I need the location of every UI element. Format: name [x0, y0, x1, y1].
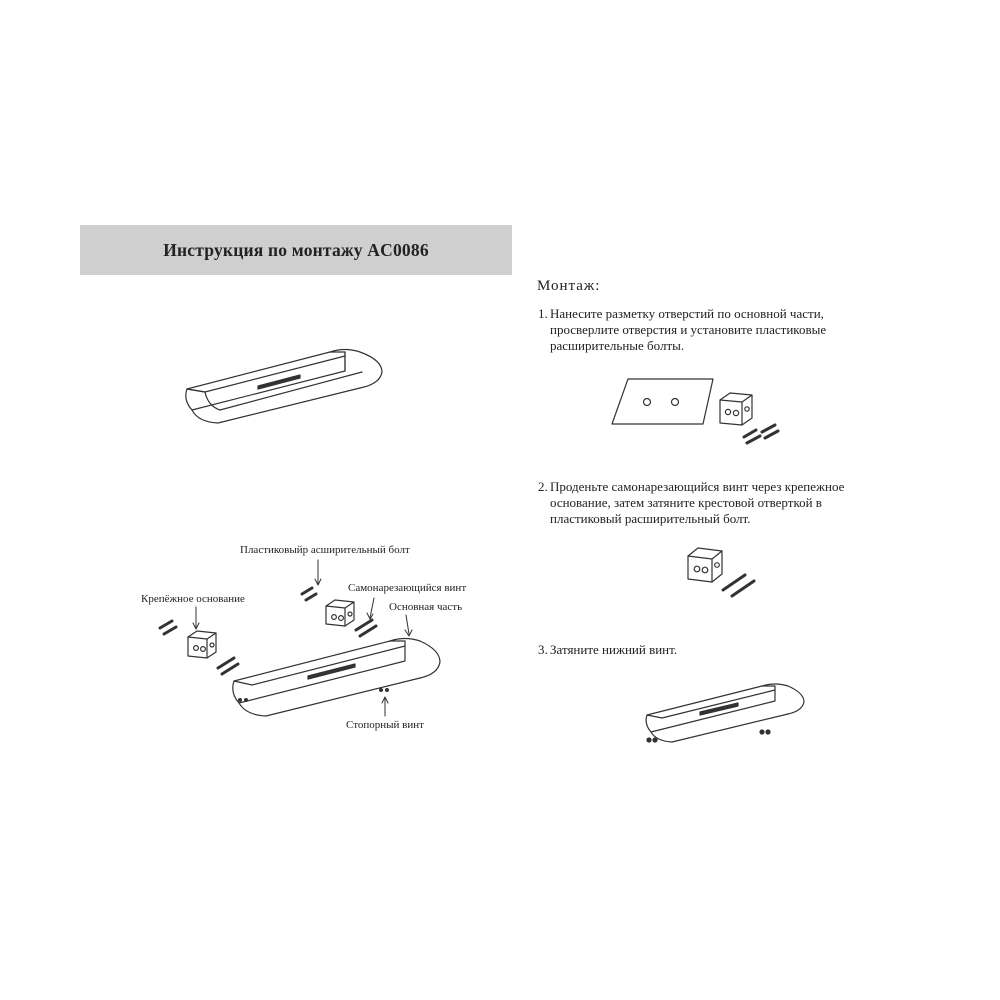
exploded-shelf-drawing	[233, 639, 440, 717]
step-2-line-3: пластиковый расширительный болт.	[550, 511, 751, 526]
mount-base-drawing-step2	[688, 548, 722, 582]
step-2-number: 2.	[538, 479, 548, 494]
step-3-line-1: Затяните нижний винт.	[550, 642, 678, 657]
screws-drawing-step2	[723, 575, 754, 596]
exploded-stop-screws	[238, 688, 389, 702]
label-plastic-bolt: Пластиковыйр асширительный болт	[240, 544, 410, 556]
wall-plate-drawing	[612, 379, 713, 424]
step-3-number: 3.	[538, 642, 548, 657]
step-1-number: 1.	[538, 306, 548, 321]
shelf-assembled-drawing	[646, 684, 804, 742]
step-1-line-1: Нанесите разметку отверстий по основной части,	[550, 306, 824, 321]
label-mount-base: Крепёжное основание	[141, 593, 245, 605]
shelf-overview-drawing	[186, 350, 382, 424]
step-1-line-3: расширительные болты.	[550, 338, 685, 353]
label-stop-screw: Стопорный винт	[346, 719, 424, 731]
step-2-line-2: основание, затем затяните крестовой отверткой в	[550, 495, 822, 510]
label-self-tapping-screw: Самонарезающийся винт	[348, 582, 467, 594]
label-main-part: Основная часть	[389, 601, 463, 613]
leader-arrows	[193, 560, 412, 716]
mount-base-drawing-step1	[720, 393, 752, 425]
step-1-line-2: просверлите отверстия и установите пластиковые	[550, 322, 827, 337]
page-title: Инструкция по монтажу AC0086	[163, 239, 429, 260]
bolts-drawing-step1	[744, 425, 778, 443]
install-heading: Монтаж:	[537, 278, 601, 294]
exploded-mount-base-left	[188, 631, 216, 658]
exploded-mount-base-right	[326, 600, 354, 626]
step-2-line-1: Проденьте самонарезающийся винт через крепежное	[550, 479, 845, 494]
